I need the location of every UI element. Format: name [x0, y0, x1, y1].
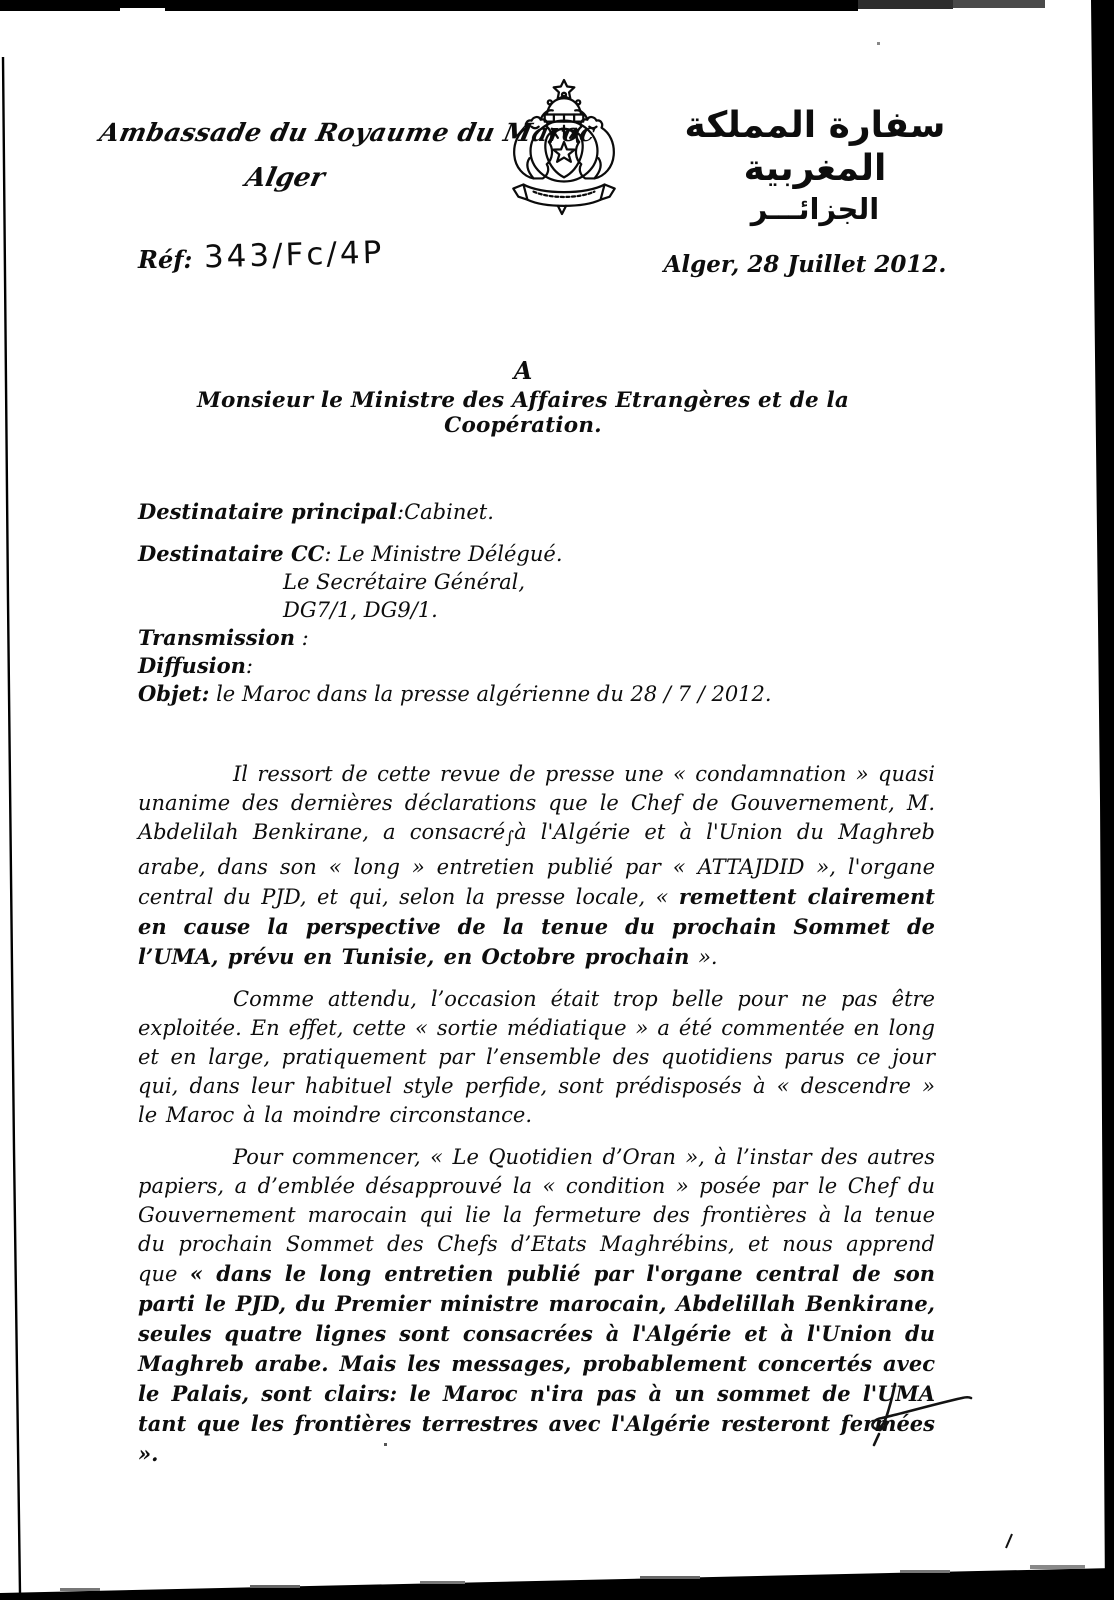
routing-label: Objet: [138, 681, 210, 706]
arabic-org-name: سفارة المملكة المغربية [684, 105, 946, 190]
routing-line-secretaire-general [138, 568, 938, 596]
routing-line-destinataire-cc [138, 540, 938, 568]
routing-block [138, 498, 938, 708]
reference-line [138, 234, 385, 276]
body-paragraph-3: Pour commencer, « Le Quotidien d’Oran », à l’instar des autres papiers, a d’emblée désapprouvé la « condition » posée par le Chef du Gouvernement marocain qui lie la fermeture des frontières à la tenue du prochain Sommet des Chefs d’Etats Maghrébins, et nous apprend que « dans le long entretien publié par l'organe central de son parti le PJD, du Premier ministre marocain, Abdelillah Benkirane, seules quatre lignes sont consacrées à l'Algérie et à l'Union du Maghreb arabe. Mais les messages, probablement concertés avec le Palais, sont clairs: le Maroc n'ira pas à un sommet de l'UMA tant que les frontières terrestres avec l'Algérie resteront fermées ». [138, 1145, 935, 1466]
routing-line-objet [138, 680, 938, 708]
routing-label: Diffusion [138, 653, 246, 678]
routing-value: :Cabinet. [397, 500, 494, 524]
letter-body [138, 760, 935, 1482]
handwritten-paraph-icon [840, 1376, 980, 1456]
place-and-date: Alger, 28 Juillet 2012. [663, 251, 947, 278]
routing-line-diffusion [138, 652, 938, 680]
routing-label: Transmission [138, 625, 295, 650]
routing-line-dg [138, 596, 938, 624]
addressee-block [138, 356, 908, 438]
routing-line-transmission [138, 624, 938, 652]
arabic-org-block [648, 104, 982, 226]
sender-org-name: Ambassade du Royaume du Maroc [96, 118, 599, 147]
morocco-coat-of-arms-icon [486, 78, 642, 218]
addressee-line: Monsieur le Ministre des Affaires Etrangères et de la Coopération. [196, 388, 850, 438]
body-paragraph-2: Comme attendu, l’occasion était trop belle pour ne pas être exploitée. En effet, cette « sortie médiatique » a été commentée en long et en large, pratiquement par l’ensemble des quotidiens parus ce jour qui, dans leur habituel style perfide, sont prédisposés à « descendre » le Maroc à la moindre circonstance. [138, 987, 935, 1127]
sender-block [96, 118, 599, 193]
body-paragraph-1: Il ressort de cette revue de presse une « condamnation » quasi unanime des dernières déclarations que le Chef de Gouvernement, M. Abdelilah Benkirane, a consacré∫à l'Algérie et à l'Union du Maghreb arabe, dans son « long » entretien publié par « ATTAJDID », l'organe central du PJD, et qui, selon la presse locale, « remettent clairement en cause la perspective de la tenue du prochain Sommet de l’UMA, prévu en Tunisie, en Octobre prochain ». [138, 762, 935, 969]
routing-line-destinataire-principal [138, 498, 938, 526]
routing-label: Destinataire CC [138, 541, 325, 566]
sender-org-city: Alger [242, 163, 328, 193]
routing-value: : [294, 626, 309, 650]
routing-label: Destinataire principal [138, 499, 397, 524]
routing-value: DG7/1, DG9/1. [283, 598, 438, 622]
arabic-org-city: الجزائـــر [750, 192, 880, 227]
addressee-prefix: A [513, 356, 533, 385]
routing-value: Le Secrétaire Général, [283, 570, 526, 594]
routing-value: : [245, 654, 253, 678]
routing-value: : Le Ministre Délégué. [324, 542, 563, 566]
routing-value: le Maroc dans la presse algérienne du 28 / 7 / 2012. [209, 682, 772, 706]
reference-label: Réf: [138, 245, 193, 274]
reference-number-handwritten: 343/Fc/4P [202, 234, 385, 276]
